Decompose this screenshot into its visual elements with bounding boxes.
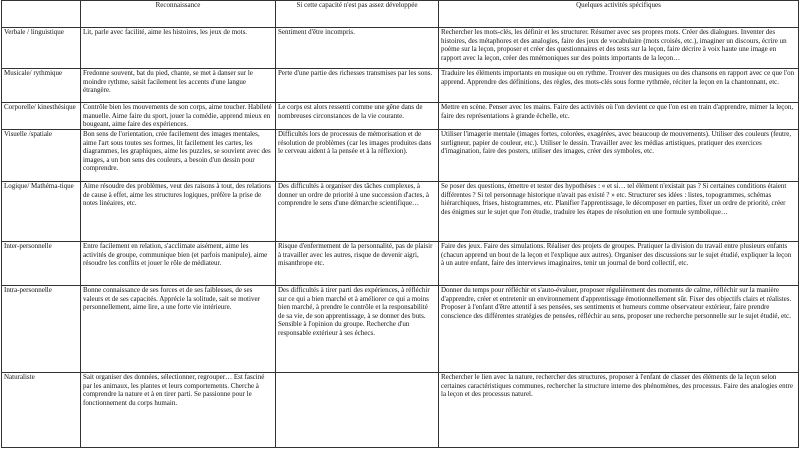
manque-cell [276, 373, 439, 448]
reconnaissance-cell: Sait organiser des données, sélectionner, regrouper… Est fasciné par les animaux, les plantes et leurs comportements. Cherche à comprendre la nature et à en tirer parti. Se passionne pour le fonctionnement du corps humain. [81, 373, 276, 448]
table-row [2, 130, 799, 182]
manque-cell: Des difficultés à tirer parti des expériences, à réfléchir sur ce qui a bien marché et à améliorer ce qui a moins bien marché, à prendre le contrôle et la responsabilité de sa vie, de son apprentissage, à se donner des buts. Sensible à l'opinion du groupe. Recherche d'un responsable extérieur à ses échecs. [276, 286, 439, 373]
header-intelligence [2, 1, 81, 28]
reconnaissance-cell: Entre facilement en relation, s'acclimate aisément, aime les activités de groupe, communique bien (et parfois manipule), aime résoudre les conflits et jouer le rôle de médiateur. [81, 242, 276, 286]
activites-cell: Rechercher les mots-clés, les définir et les structurer. Résumer avec ses propres mots. Créer des dialogues. Inventer des histoires, des métaphores et des analogies, faire des jeux de vocabulaire (mots croisés, etc.), imaginer un discours, écrire un poème sur la leçon, proposer et créer des questionnaires et des tests sur la leçon, faire décrire à voix haute une image en rapport avec la leçon, créer des mnémoniques sur des points importants de la leçon… [439, 28, 799, 69]
reconnaissance-cell: Aime résoudre des problèmes, veut des raisons à tout, des relations de cause à effet, aime les structures logiques, préfère la prise de notes linéaires, etc. [81, 182, 276, 242]
manque-cell: Perte d'une partie des richesses transmises par les sons. [276, 69, 439, 103]
header-manque: Si cette capacité n'est pas assez développée [276, 1, 439, 28]
reconnaissance-cell: Bon sens de l'orientation, crée facilement des images mentales, aime l'art sous toutes ses formes, lit facilement les cartes, les diagrammes, les graphiques, aime les puzzles, se souvient avec des images, a un bon sens des couleurs, a besoin d'un dessin pour comprendre. [81, 130, 276, 182]
manque-cell: Risque d'enfermement de la personnalité, pas de plaisir à travailler avec les autres, risque de devenir aigri, misanthrope etc. [276, 242, 439, 286]
header-activites: Quelques activités spécifiques [439, 1, 799, 28]
table-row [2, 242, 799, 286]
intelligence-cell: Logique/ Mathéma-tique [2, 182, 81, 242]
reconnaissance-cell: Fredonne souvent, bat du pied, chante, se met à danser sur le moindre rythme, saisit facilement les accents d'une langue étrangère. [81, 69, 276, 103]
activites-cell: Utiliser l'imagerie mentale (images fortes, colorées, exagérées, avec beaucoup de mouvements). Utiliser des couleurs (feutre, surligneur, papier de couleur, etc.). Utiliser le dessin. Travailler avec les médias artistiques, pratiquer des exercices d'imagination, faire des posters, utiliser des images, créer des symboles, etc. [439, 130, 799, 182]
intelligence-cell: Intra-personnelle [2, 286, 81, 373]
reconnaissance-cell: Contrôle bien les mouvements de son corps, aime toucher. Habileté manuelle. Aime faire du sport, jouer la comédie, apprend mieux en bougeant, aime faire des expériences. [81, 103, 276, 130]
intelligence-cell: Naturaliste [2, 373, 81, 448]
reconnaissance-cell: Bonne connaissance de ses forces et de ses faiblesses, de ses valeurs et de ses capacités. Apprécie la solitude, sait se motiver personnellement, aime lire, a une forte vie intérieure. [81, 286, 276, 373]
header-row [2, 1, 799, 28]
table-row [2, 69, 799, 103]
intelligences-table [1, 0, 799, 448]
table-row [2, 182, 799, 242]
activites-cell: Traduire les éléments importants en musique ou en rythme. Trouver des musiques ou des chansons en rapport avec ce que l'on apprend. Apprendre des définitions, des règles, des mots-clés sous forme rythmée, réciter la leçon en la chantonnant, etc. [439, 69, 799, 103]
table-row [2, 373, 799, 448]
intelligence-cell: Corporelle/ kinesthésique [2, 103, 81, 130]
intelligence-cell: Verbale / linguistique [2, 28, 81, 69]
manque-cell: Le corps est alors ressenti comme une gêne dans de nombreuses circonstances de la vie courante. [276, 103, 439, 130]
manque-cell: Difficultés lors de processus de mémorisation et de résolution de problèmes (car les images produites dans le cerveau aident à la pensée et à la réflexion). [276, 130, 439, 182]
table-row [2, 103, 799, 130]
manque-cell: Des difficultés à organiser des tâches complexes, à donner un ordre de priorité à une succession d'actes, à comprendre le sens d'une démarche scientifique… [276, 182, 439, 242]
intelligence-cell: Inter-personnelle [2, 242, 81, 286]
activites-cell: Se poser des questions, émettre et tester des hypothèses : « et si… tel élément n'existait pas ? Si certaines conditions étaient différentes ? Si tel personnage historique n'avait pas existé ? » etc. Structurer ses idées : listes, topogrammes, schémas hiérarchiques, frises, histogrammes, etc. Planifier l'apprentissage, le décomposer en parties, fixer un ordre de priorité, créer des énigmes sur le sujet que l'on étudie, traduire les étapes de résolution en une formule symbolique… [439, 182, 799, 242]
reconnaissance-cell: Lit, parle avec facilité, aime les histoires, les jeux de mots. [81, 28, 276, 69]
activites-cell: Mettre en scène. Penser avec les mains. Faire des activités où l'on devient ce que l'on est en train d'apprendre, mimer la leçon, faire des représentations à grande échelle, etc. [439, 103, 799, 130]
manque-cell: Sentiment d'être incompris. [276, 28, 439, 69]
activites-cell: Donner du temps pour réfléchir et s'auto-évaluer, proposer régulièrement des moments de calme, réfléchir sur la manière d'apprendre, créer et entretenir un environnement d'apprentissage émotionnellement sûr. Fixer des objectifs clairs et réalistes. Proposer à l'enfant d'être attentif à ses pensées, ses sentiments et humeurs comme observateur extérieur, faire prendre conscience des différentes stratégies de pensées, réfléchir au sens, proposer une recherche personnelle sur le sujet étudié, etc. [439, 286, 799, 373]
activites-cell: Faire des jeux. Faire des simulations. Réaliser des projets de groupes. Pratiquer la division du travail entre plusieurs enfants (chacun apprend un bout de la leçon et l'explique aux autres). Organiser des discussions sur le sujet étudié, expliquer la leçon à un autre enfant, faire des interviews imaginaires, tenir un journal de bord collectif, etc. [439, 242, 799, 286]
intelligence-cell: Visuelle /spatiale [2, 130, 81, 182]
table-row [2, 286, 799, 373]
activites-cell: Rechercher le lien avec la nature, rechercher des structures, proposer à l'enfant de classer des éléments de la leçon selon certaines caractéristiques communes, rechercher la structure interne des phénomènes, des processus. Faire des analogies entre la leçon et des processus naturel. [439, 373, 799, 448]
intelligence-cell: Musicale/ rythmique [2, 69, 81, 103]
header-reconnaissance: Reconnaissance [81, 1, 276, 28]
table-row [2, 28, 799, 69]
